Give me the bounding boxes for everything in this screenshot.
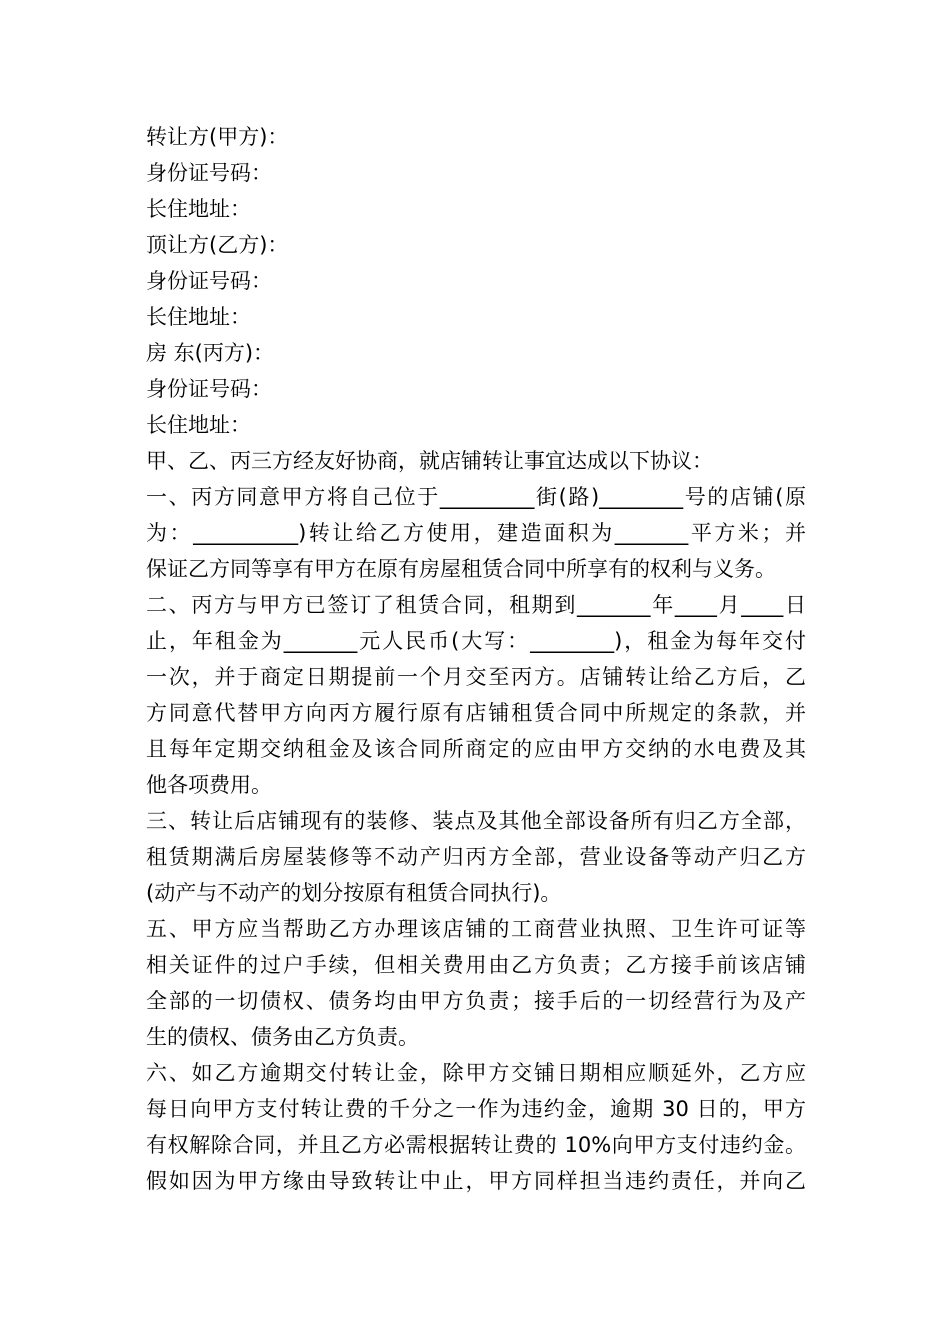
- transferor-label: 转让方(甲方)：: [146, 125, 289, 149]
- transferee-address-label: 长住地址：: [146, 305, 251, 329]
- transferor-address-label: 长住地址：: [146, 197, 251, 221]
- clause-line: 六、如乙方逾期交付转让金，除甲方交铺日期相应顺延外，乙方应: [146, 1061, 806, 1085]
- clause-line: 保证乙方同等享有甲方在原有房屋租赁合同中所享有的权利与义务。: [146, 557, 776, 581]
- clause-line: 为：__________)转让给乙方使用，建造面积为_______平方米；并: [146, 521, 806, 545]
- clause-line: 假如因为甲方缘由导致转让中止，甲方同样担当违约责任，并向乙: [146, 1169, 806, 1193]
- landlord-label: 房 东(丙方)：: [146, 341, 275, 365]
- landlord-id-label: 身份证号码：: [146, 377, 272, 401]
- clause-line: 五、甲方应当帮助乙方办理该店铺的工商营业执照、卫生许可证等: [146, 917, 806, 941]
- clause-line: 方同意代替甲方向丙方履行原有店铺租赁合同中所规定的条款，并: [146, 701, 806, 725]
- clause-line: (动产与不动产的划分按原有租赁合同执行)。: [146, 881, 562, 905]
- clause-line: 有权解除合同，并且乙方必需根据转让费的 10%向甲方支付违约金。: [146, 1133, 806, 1157]
- clause-line: 止，年租金为_______元人民币(大写：________)，租金为每年交付: [146, 629, 806, 653]
- clause-line: 相关证件的过户手续，但相关费用由乙方负责；乙方接手前该店铺: [146, 953, 806, 977]
- clause-3: [146, 803, 806, 911]
- transferor-id-label: 身份证号码：: [146, 161, 272, 185]
- contract-body: [146, 119, 806, 1199]
- clause-line: 每日向甲方支付转让费的千分之一作为违约金，逾期 30 日的，甲方: [146, 1097, 806, 1121]
- clause-line: 租赁期满后房屋装修等不动产归丙方全部，营业设备等动产归乙方: [146, 845, 806, 869]
- party-info-block: [146, 119, 806, 479]
- agreement-intro: 甲、乙、丙三方经友好协商，就店铺转让事宜达成以下协议：: [146, 449, 713, 473]
- transferee-label: 顶让方(乙方)：: [146, 233, 289, 257]
- transferee-id-label: 身份证号码：: [146, 269, 272, 293]
- clause-line: 一次，并于商定日期提前一个月交至丙方。店铺转让给乙方后，乙: [146, 665, 806, 689]
- clause-line: 生的债权、债务由乙方负责。: [146, 1025, 419, 1049]
- clause-line: 且每年定期交纳租金及该合同所商定的应由甲方交纳的水电费及其: [146, 737, 806, 761]
- clause-line: 他各项费用。: [146, 773, 272, 797]
- clause-line: 一、丙方同意甲方将自己位于_________街(路)________号的店铺(原: [146, 485, 806, 509]
- clause-line: 二、丙方与甲方已签订了租赁合同，租期到_______年____月____日: [146, 593, 806, 617]
- clause-line: 三、转让后店铺现有的装修、装点及其他全部设备所有归乙方全部，: [146, 809, 806, 833]
- clause-line: 全部的一切债权、债务均由甲方负责；接手后的一切经营行为及产: [146, 989, 806, 1013]
- clause-6: [146, 1055, 806, 1199]
- clause-2: [146, 587, 806, 803]
- clause-5: [146, 911, 806, 1055]
- clause-1: [146, 479, 806, 587]
- landlord-address-label: 长住地址：: [146, 413, 251, 437]
